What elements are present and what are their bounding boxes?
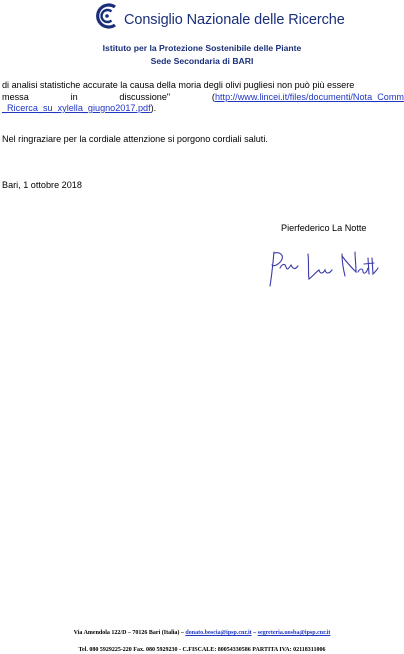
paragraph-line-1: [2, 80, 404, 92]
institute-name: [0, 42, 404, 68]
paragraph-text: di analisi statistiche accurate la causa della moria degli olivi pugliesi non può più essere: [2, 80, 355, 90]
footer-email-segreteria[interactable]: segreteria.uosba@ipsp.cnr.it: [257, 630, 331, 636]
paragraph-line-2: [2, 92, 404, 104]
closing-sentence: Nel ringraziare per la cordiale attenzione si porgono cordiali saluti.: [2, 134, 268, 144]
org-name: Consiglio Nazionale delle Ricerche: [124, 12, 345, 28]
letter-date: Bari, 1 ottobre 2018: [2, 180, 82, 190]
word: messa: [2, 91, 29, 102]
letter-paragraph: [2, 80, 404, 115]
letterhead: [0, 0, 404, 72]
lincei-link[interactable]: http://www.lincei.it/files/documenti/Nota_Comm: [214, 91, 404, 102]
signer-name: Pierfederico La Notte: [281, 223, 367, 233]
handwritten-signature: [264, 246, 384, 296]
letter-footer: [0, 629, 404, 654]
footer-contact-line: Via Amendola 122/D – 70126 Bari (Italia) – donato.boscia@ipsp.cnr.it – segreteria.uosba@ipsp.cnr.it: [73, 630, 331, 636]
lincei-link-continuation[interactable]: _Ricerca_su_xylella_giugno2017.pdf: [2, 103, 151, 113]
cnr-logo-icon: [93, 3, 121, 29]
link-wrapper: (http://www.lincei.it/files/documenti/Nota_Comm: [211, 91, 404, 102]
institute-line-1: Istituto per la Protezione Sostenibile delle Piante: [102, 43, 302, 53]
institute-line-2: Sede Secondaria di BARI: [150, 56, 254, 66]
paragraph-line-3: _Ricerca_su_xylella_giugno2017.pdf).: [2, 103, 157, 113]
word: discussione": [119, 91, 171, 102]
footer-email-boscia[interactable]: donato.boscia@ipsp.cnr.it: [185, 630, 252, 636]
word: in: [70, 91, 78, 102]
footer-phone-fiscal-line: Tel. 080 5929225-220 Fax. 080 5929230 - C.FISCALE: 80054330586 PARTITA IVA: 02118311006: [78, 647, 326, 653]
